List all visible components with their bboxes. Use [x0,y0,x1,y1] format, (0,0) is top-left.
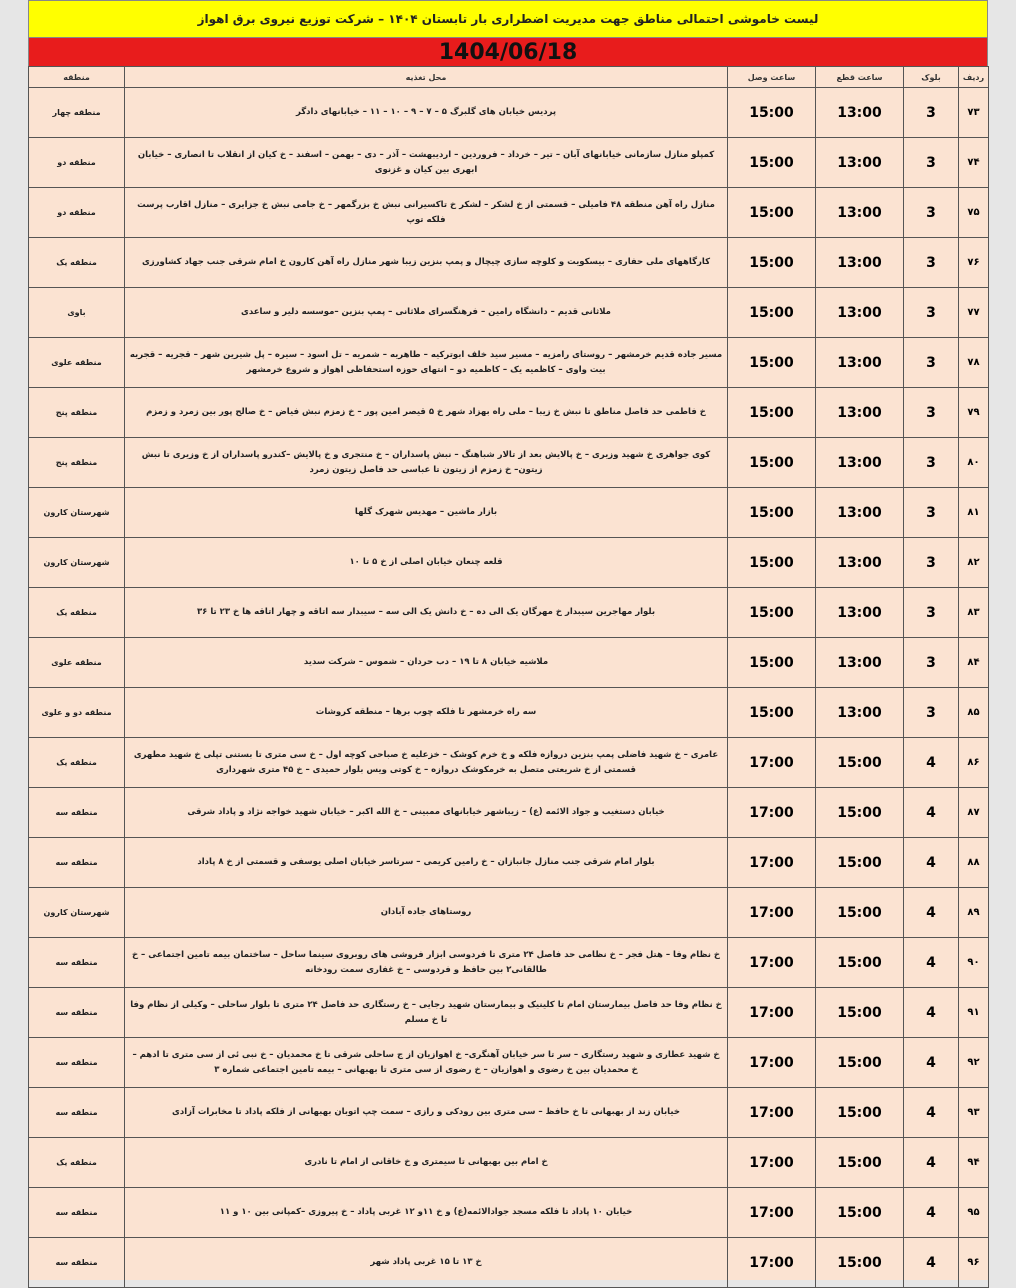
location-cell: خیابان ۱۰ پاداد تا فلکه مسجد جوادالائمه(ع) و خ ۱۱و ۱۲ غربی پاداد – خ پیروزی –کمپانی بین ۱۰ و ۱۱ [125,1188,728,1238]
connect-time-cell: 15:00 [728,238,816,288]
connect-time-cell: 15:00 [728,288,816,338]
location-cell: کوی جواهری خ شهید وزیری – خ پالایش بعد از تالار شباهنگ – نبش پاسداران – خ منتجری و خ پالایش –کندرو پاسداران از خ وزیری تا نبش زیتون– خ زمزم از زیتون تا عباسی حد فاصل زیتون زمرد [125,438,728,488]
document-title: لیست خاموشی احتمالی مناطق جهت مدیریت اضطراری بار تابستان ۱۴۰۴ – شرکت توزیع نیروی برق اهواز [28,0,988,38]
table-header-row [29,67,989,88]
region-cell: باوی [29,288,125,338]
region-cell: منطقه علوی [29,638,125,688]
header-row-number: ردیف [959,67,989,88]
table-row [29,138,989,188]
cut-time-cell: 13:00 [816,88,904,138]
table-row [29,738,989,788]
region-cell: شهرستان کارون [29,538,125,588]
schedule-date: 1404/06/18 [28,37,988,67]
cut-time-cell: 13:00 [816,688,904,738]
block-cell: 4 [904,738,959,788]
header-block: بلوک [904,67,959,88]
table-row [29,588,989,638]
row-number-cell: ۹۶ [959,1238,989,1288]
table-row [29,1038,989,1088]
location-cell: خ نظام وفا حد فاصل بیمارستان امام تا کلینیک و بیمارستان شهید رجایی – خ رستگاری حد فاصل ۲۴ متری تا بلوار ساحلی – وکیلی از نظام وفا تا خ مسلم [125,988,728,1038]
block-cell: 3 [904,488,959,538]
cut-time-cell: 15:00 [816,1038,904,1088]
row-number-cell: ۸۳ [959,588,989,638]
connect-time-cell: 15:00 [728,88,816,138]
cut-time-cell: 13:00 [816,188,904,238]
location-cell: خ امام بین بهبهانی تا سیمتری و خ خاقانی از امام تا نادری [125,1138,728,1188]
table-row [29,88,989,138]
table-row [29,238,989,288]
connect-time-cell: 17:00 [728,838,816,888]
location-cell: بازار ماشین – مهدیس شهرک گلها [125,488,728,538]
region-cell: شهرستان کارون [29,888,125,938]
region-cell: منطقه سه [29,838,125,888]
location-cell: خ شهید عطاری و شهید رستگاری – سر تا سر خیابان آهنگری– خ اهوازیان از ج ساحلی شرقی تا خ محمدیان – خ نبی ئی از سی متری تا ادهم – خ محمدیان بین خ رضوی و اهوازیان – خ رضوی از سی متری تا بهبهانی – بیمه تامین اجتماعی شماره ۳ [125,1038,728,1088]
row-number-cell: ۹۴ [959,1138,989,1188]
table-row [29,338,989,388]
region-cell: منطقه پنج [29,388,125,438]
region-cell: منطقه یک [29,738,125,788]
region-cell: منطقه علوی [29,338,125,388]
connect-time-cell: 15:00 [728,338,816,388]
location-cell: منازل راه آهن منطقه ۴۸ فامیلی – قسمتی از خ لشکر – لشکر خ تاکسیرانی نبش خ بزرگمهر – خ جامی نبش خ جزایری – منازل اقارب پرست فلکه توپ [125,188,728,238]
block-cell: 3 [904,338,959,388]
table-row [29,1188,989,1238]
row-number-cell: ۸۱ [959,488,989,538]
cut-time-cell: 13:00 [816,138,904,188]
cut-time-cell: 13:00 [816,338,904,388]
cut-time-cell: 13:00 [816,538,904,588]
block-cell: 4 [904,988,959,1038]
region-cell: منطقه سه [29,938,125,988]
table-row [29,638,989,688]
cut-time-cell: 15:00 [816,1138,904,1188]
header-location: محل تغذیه [125,67,728,88]
region-cell: منطقه سه [29,1238,125,1288]
location-cell: پردیس خیابان های گلبرگ ۵ – ۷ – ۹ – ۱۰ – ۱۱ – خیابانهای دادگر [125,88,728,138]
row-number-cell: ۷۴ [959,138,989,188]
block-cell: 3 [904,188,959,238]
table-row [29,888,989,938]
row-number-cell: ۸۹ [959,888,989,938]
block-cell: 3 [904,138,959,188]
row-number-cell: ۷۸ [959,338,989,388]
row-number-cell: ۹۲ [959,1038,989,1088]
block-cell: 3 [904,538,959,588]
row-number-cell: ۸۷ [959,788,989,838]
connect-time-cell: 17:00 [728,1138,816,1188]
location-cell: ملاثانی قدیم – دانشگاه رامین – فرهنگسرای ملاثانی – پمپ بنزین –موسسه دلیر و ساعدی [125,288,728,338]
location-cell: کارگاههای ملی حفاری – بیسکویت و کلوچه سازی چیچال و پمپ بنزین زیبا شهر منازل راه آهن کارون خ امام شرقی جنب جهاد کشاورزی [125,238,728,288]
location-cell: قلعه چنعان خیابان اصلی از خ ۵ تا ۱۰ [125,538,728,588]
row-number-cell: ۷۶ [959,238,989,288]
outage-table [28,66,989,1288]
region-cell: منطقه سه [29,1088,125,1138]
region-cell: منطقه دو و علوی [29,688,125,738]
block-cell: 4 [904,888,959,938]
table-row [29,838,989,888]
location-cell: ملاشیه خیابان ۸ تا ۱۹ – دب حردان – شموس – شرکت سدید [125,638,728,688]
connect-time-cell: 17:00 [728,1188,816,1238]
region-cell: شهرستان کارون [29,488,125,538]
connect-time-cell: 17:00 [728,1238,816,1288]
location-cell: بلوار امام شرقی جنب منازل جانبازان – خ رامین کریمی – سرتاسر خیابان اصلی یوسفی و قسمتی از خ ۸ پاداد [125,838,728,888]
connect-time-cell: 17:00 [728,1038,816,1088]
block-cell: 4 [904,838,959,888]
cut-time-cell: 15:00 [816,838,904,888]
table-row [29,538,989,588]
cut-time-cell: 13:00 [816,388,904,438]
table-row [29,938,989,988]
table-row [29,1088,989,1138]
connect-time-cell: 17:00 [728,938,816,988]
location-cell: بلوار مهاجرین سیبدار خ مهرگان یک الی ده – خ دانش یک الی سه – سیبدار سه اتاقه و چهار اتاقه ها خ ۲۳ تا ۳۶ [125,588,728,638]
region-cell: منطقه پنج [29,438,125,488]
region-cell: منطقه دو [29,138,125,188]
cut-time-cell: 15:00 [816,938,904,988]
cut-time-cell: 13:00 [816,588,904,638]
location-cell: کمپلو منازل سازمانی خیابانهای آبان – تیر – خرداد – فروردین – اردیبهشت – آذر – دی – بهمن – اسفند – خ کیان از انقلاب تا انصاری – خیابان ابهری بین کیان و غزنوی [125,138,728,188]
table-row [29,388,989,438]
connect-time-cell: 17:00 [728,788,816,838]
row-number-cell: ۹۳ [959,1088,989,1138]
region-cell: منطقه سه [29,1188,125,1238]
location-cell: خ نظام وفا – هتل فجر – خ نظامی حد فاصل ۲۴ متری تا فردوسی ابزار فروشی های روبروی سینما ساحل – ساختمان بیمه تامین اجتماعی – خ طالقانی۲ بین حافظ و فردوسی – خ غفاری سمت رودخانه [125,938,728,988]
table-row [29,788,989,838]
region-cell: منطقه یک [29,588,125,638]
cut-time-cell: 15:00 [816,1088,904,1138]
block-cell: 3 [904,438,959,488]
table-body [29,88,989,1288]
row-number-cell: ۸۴ [959,638,989,688]
location-cell: مسیر جاده قدیم خرمشهر – روستای رامزیه – مسیر سید خلف ابوترکیه – طاهریه – شمریه – تل اسود – سیره – پل شیرین شهر – قجریه – قجریه بیت واوی – کاظمیه یک – کاظمیه دو – انتهای حوزه استحفاظی اهواز و شروع خرمشهر [125,338,728,388]
location-cell: عامری – خ شهید فاضلی پمپ بنزین دروازه فلکه و خ خرم کوشک – خزعلیه خ صباحی کوچه اول – خ سی متری تا بستنی تپلی خ شهید مطهری قسمتی از خ شریعتی متصل به خرمکوشک دروازه – خ کوتی ویس بلوار حمیدی – خ ۴۵ متری شهرداری [125,738,728,788]
connect-time-cell: 15:00 [728,538,816,588]
table-row [29,188,989,238]
block-cell: 4 [904,1238,959,1288]
region-cell: منطقه سه [29,1038,125,1088]
region-cell: منطقه یک [29,238,125,288]
region-cell: منطقه یک [29,1138,125,1188]
location-cell: خیابان دستغیب و جواد الائمه (ع) – زیباشهر خیابانهای ممبینی – خ الله اکبر – خیابان شهید خواجه نژاد و پاداد شرقی [125,788,728,838]
block-cell: 3 [904,688,959,738]
block-cell: 4 [904,1188,959,1238]
block-cell: 4 [904,1038,959,1088]
row-number-cell: ۸۰ [959,438,989,488]
connect-time-cell: 15:00 [728,438,816,488]
connect-time-cell: 15:00 [728,388,816,438]
row-number-cell: ۸۵ [959,688,989,738]
block-cell: 4 [904,1088,959,1138]
connect-time-cell: 15:00 [728,588,816,638]
table-row [29,438,989,488]
connect-time-cell: 15:00 [728,188,816,238]
table-row [29,1238,989,1288]
cut-time-cell: 15:00 [816,988,904,1038]
block-cell: 3 [904,288,959,338]
cut-time-cell: 13:00 [816,238,904,288]
table-row [29,1138,989,1188]
row-number-cell: ۹۰ [959,938,989,988]
cut-time-cell: 15:00 [816,888,904,938]
row-number-cell: ۹۱ [959,988,989,1038]
table-row [29,688,989,738]
row-number-cell: ۷۵ [959,188,989,238]
header-region: منطقه [29,67,125,88]
block-cell: 3 [904,388,959,438]
connect-time-cell: 15:00 [728,488,816,538]
cut-time-cell: 13:00 [816,438,904,488]
row-number-cell: ۸۸ [959,838,989,888]
schedule-sheet [28,0,988,1280]
header-connect-time: ساعت وصل [728,67,816,88]
cut-time-cell: 15:00 [816,1238,904,1288]
header-cut-time: ساعت قطع [816,67,904,88]
table-row [29,488,989,538]
cut-time-cell: 15:00 [816,738,904,788]
cut-time-cell: 13:00 [816,288,904,338]
row-number-cell: ۷۹ [959,388,989,438]
region-cell: منطقه سه [29,988,125,1038]
location-cell: سه راه خرمشهر تا فلکه چوب برها – منطقه کروشات [125,688,728,738]
connect-time-cell: 15:00 [728,138,816,188]
row-number-cell: ۷۷ [959,288,989,338]
block-cell: 3 [904,638,959,688]
connect-time-cell: 15:00 [728,638,816,688]
location-cell: خ ۱۳ تا ۱۵ غربی پاداد شهر [125,1238,728,1288]
region-cell: منطقه دو [29,188,125,238]
block-cell: 4 [904,788,959,838]
location-cell: روستاهای جاده آبادان [125,888,728,938]
cut-time-cell: 13:00 [816,638,904,688]
location-cell: خیابان زند از بهبهانی تا خ حافظ – سی متری بین رودکی و رازی – سمت چپ اتوبان بهبهانی از فلکه پاداد تا مخابرات آزادی [125,1088,728,1138]
connect-time-cell: 17:00 [728,888,816,938]
table-row [29,288,989,338]
row-number-cell: ۸۲ [959,538,989,588]
connect-time-cell: 15:00 [728,688,816,738]
row-number-cell: ۹۵ [959,1188,989,1238]
region-cell: منطقه چهار [29,88,125,138]
block-cell: 3 [904,88,959,138]
connect-time-cell: 17:00 [728,1088,816,1138]
row-number-cell: ۸۶ [959,738,989,788]
region-cell: منطقه سه [29,788,125,838]
row-number-cell: ۷۳ [959,88,989,138]
block-cell: 3 [904,238,959,288]
block-cell: 4 [904,938,959,988]
cut-time-cell: 15:00 [816,1188,904,1238]
connect-time-cell: 17:00 [728,738,816,788]
connect-time-cell: 17:00 [728,988,816,1038]
cut-time-cell: 15:00 [816,788,904,838]
block-cell: 3 [904,588,959,638]
block-cell: 4 [904,1138,959,1188]
cut-time-cell: 13:00 [816,488,904,538]
table-row [29,988,989,1038]
location-cell: خ فاطمی حد فاصل مناطق تا نبش خ زیبا – ملی راه بهزاد شهر خ ۵ قیصر امین پور – خ زمزم نبش فیاض – خ صالح پور بین زمرد و زمزم [125,388,728,438]
